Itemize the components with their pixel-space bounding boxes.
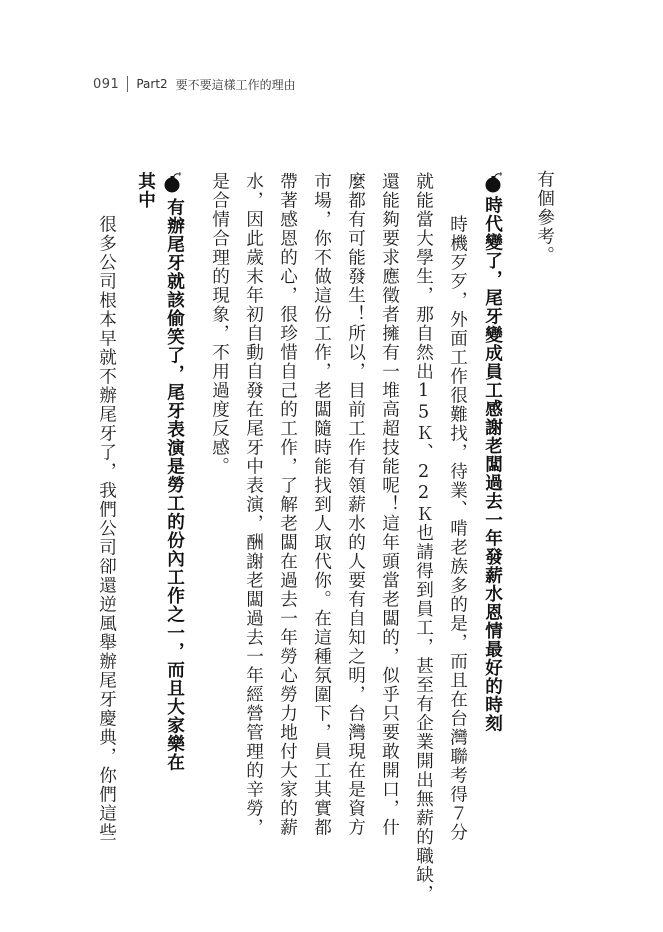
text-column-5: 還能夠要求應徵者擁有一堆高超技能呢！這年頭當老闆的，似乎只要敢開口，什 (379, 172, 400, 837)
text-column-1: 有個參考。 (534, 170, 555, 265)
text-column-13: 很多公司根本早就不辦尾牙了，我們公司卻還逆風舉辦尾牙慶典，你們這些 (96, 196, 117, 842)
page-header (93, 74, 296, 94)
chapter-title: 要不要這樣工作的理由 (175, 77, 296, 92)
bomb-icon (163, 172, 183, 194)
bomb-icon (484, 172, 504, 194)
text-column-10: 是合情合理的現象，不用過度反感。 (209, 172, 230, 476)
header-divider (127, 76, 128, 92)
section-heading-2-cont: 其中 (135, 172, 156, 209)
section-heading-2: 有辦尾牙就該偷笑了，尾牙表演是勞工的份內工作之一，而且大家樂在 (164, 198, 185, 772)
page-number: 091 (93, 76, 120, 92)
text-column-8: 帶著感恩的心，很珍惜自己的工作，了解老闆在過去一年勞心勞力地付大家的薪 (277, 172, 298, 837)
text-column-4: 就能當大學生，那自然出15Ｋ、22Ｋ也請得到員工，甚至有企業開出無薪的職缺， (413, 172, 434, 904)
text-column-7: 市場，你不做這份工作，老闆隨時能找到人取代你。在這種氛圍下，員工其實都 (311, 172, 332, 837)
section-heading-1: 時代變了，尾牙變成員工感謝老闆過去一年發薪水恩情最好的時刻 (482, 196, 503, 733)
part-label: Part2 (136, 77, 168, 91)
text-column-6: 麼都有可能發生！所以，目前工作有領薪水的人要有自知之明，台灣現在是資方 (345, 172, 366, 837)
text-column-9: 水，因此歲末年初自動自發在尾牙中表演，酬謝老闆過去一年經營管理的辛勞， (243, 172, 264, 837)
text-column-3: 時機歹歹，外面工作很難找，待業、啃老族多的是，而且在台灣聯考得７分 (447, 196, 468, 842)
